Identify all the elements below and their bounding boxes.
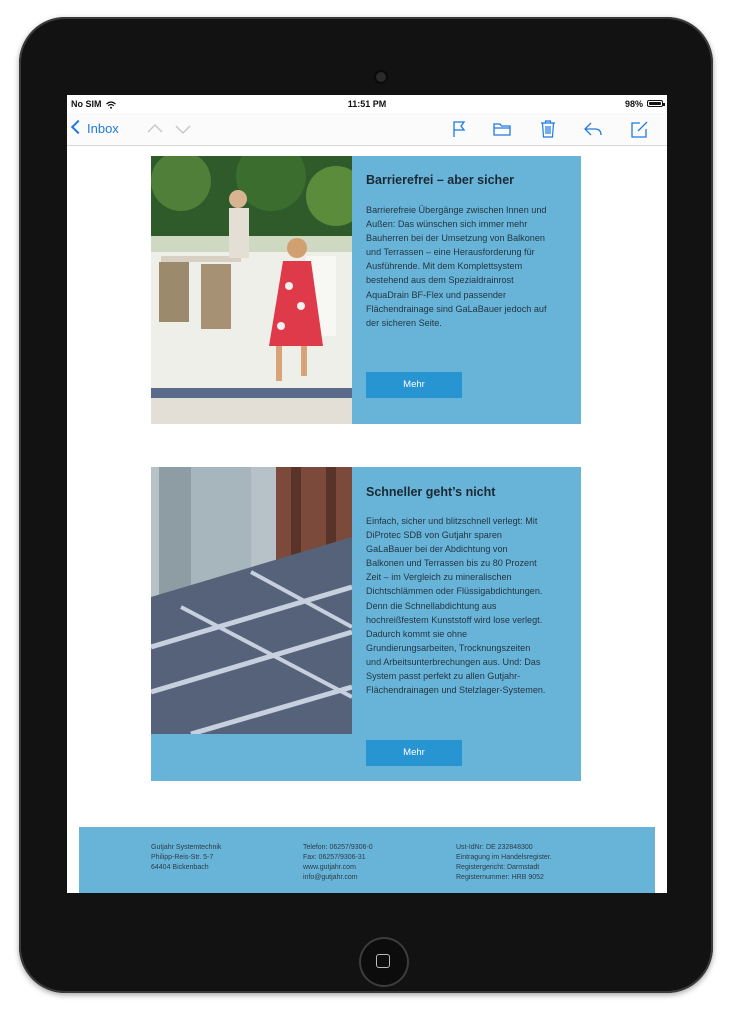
email-link[interactable]: info@gutjahr.com [303, 874, 358, 881]
compose-icon [630, 119, 650, 139]
article-text-line: Flächendrainage sind GaLaBauer jedoch auf [366, 303, 547, 314]
balcony-floor-photo [151, 467, 352, 734]
more-button[interactable]: Mehr [366, 372, 462, 398]
clock: 11:51 PM [347, 99, 387, 109]
trash-icon [538, 119, 558, 139]
email-content [79, 146, 655, 893]
email-footer [79, 827, 655, 893]
more-button[interactable]: Mehr [366, 740, 462, 766]
back-label: Inbox [87, 121, 119, 136]
article-text-line: Grundierungsarbeiten, Trocknungszeiten [366, 642, 531, 653]
back-chevron-icon [71, 120, 85, 134]
article-title: Schneller geht’s nicht [366, 485, 496, 499]
article-text-line: DiProtec SDB von Gutjahr sparen [366, 530, 502, 541]
article-text-line: hochreißfestem Kunststoff wird lose verlegt. [366, 614, 543, 625]
mail-toolbar [67, 113, 667, 146]
article-text [366, 514, 569, 697]
article-title: Barrierefrei – aber sicher [366, 173, 515, 187]
next-message-button[interactable] [173, 119, 193, 139]
battery-percent: 98% [624, 99, 643, 109]
article-text-line: AquaDrain BF-Flex und passender [366, 289, 507, 300]
flag-button[interactable] [449, 119, 469, 139]
article-text-line: und Terrassen – eine Herausforderung für [366, 247, 535, 258]
move-to-folder-button[interactable] [492, 119, 512, 139]
article-text-line: GaLaBauer bei der Abdichtung von [366, 544, 508, 555]
article-card-schneller [151, 467, 581, 781]
article-text-line: Zeit – im Vergleich zu mineralischen [366, 572, 512, 583]
footer-line: Registernummer: HRB 9052 [456, 874, 544, 881]
article-card-barrierefrei [151, 156, 581, 424]
back-to-inbox-button[interactable] [73, 121, 119, 136]
camera [376, 72, 386, 82]
article-text-line: Dichtschlämmen oder Flüssigabdichtungen. [366, 586, 543, 597]
article-text-line: und Arbeitsunterbrechungen aus. Und: Das [366, 656, 541, 667]
article-text-line: Einfach, sicher und blitzschnell verlegt: Mit [366, 516, 538, 526]
footer-line: Philipp-Reis-Str. 5-7 [151, 854, 214, 861]
footer-line: Gutjahr Systemtechnik [151, 844, 222, 851]
compose-button[interactable] [630, 119, 650, 139]
status-bar [67, 95, 667, 113]
up-chevron-icon [145, 119, 165, 139]
screen [67, 95, 667, 893]
folder-icon [492, 119, 512, 139]
carrier-label: No SIM [71, 99, 102, 109]
footer-contact [303, 843, 373, 883]
article-text-line: System passt perfekt zu allen Gutjahr- [366, 671, 521, 682]
footer-address [151, 843, 221, 873]
previous-message-button[interactable] [145, 119, 165, 139]
reply-button[interactable] [583, 119, 603, 139]
article-text-line: bestehend aus dem Spezialdrainrost [366, 275, 514, 286]
trash-button[interactable] [538, 119, 558, 139]
footer-legal [456, 843, 552, 883]
home-button-icon [376, 954, 390, 968]
article-text-line: Ausführende. Mit dem Komplettsystem [366, 261, 523, 272]
footer-line: Eintragung im Handelsregister. [456, 854, 552, 861]
terrace-photo [151, 156, 352, 424]
article-text-line: Flächendrainagen und Stelzlager-Systemen. [366, 685, 546, 696]
footer-line: Registergericht: Darmstadt [456, 864, 540, 871]
flag-icon [449, 119, 469, 139]
article-text-line: Denn die Schnellabdichtung aus [366, 600, 497, 611]
down-chevron-icon [173, 119, 193, 139]
article-text-line: der sicheren Seite. [366, 317, 442, 328]
reply-icon [583, 119, 603, 139]
article-text-line: Außen: Das wünschen sich immer mehr [366, 219, 528, 230]
article-text-line: Dadurch kommt sie ohne [366, 628, 468, 639]
battery-icon [647, 100, 663, 107]
article-text [366, 203, 569, 330]
footer-line: 64404 Bickenbach [151, 864, 209, 871]
article-text-line: Balkonen und Terrassen bis zu 80 Prozent [366, 558, 537, 569]
footer-line: Fax: 06257/9306-31 [303, 854, 366, 861]
article-text-line: Barrierefreie Übergänge zwischen Innen und [366, 205, 547, 215]
article-text-line: Bauherren bei der Umsetzung von Balkonen [366, 233, 545, 244]
website-link[interactable]: www.gutjahr.com [303, 864, 356, 871]
home-button[interactable] [359, 937, 409, 987]
footer-line: Telefon: 06257/9306-0 [303, 844, 373, 851]
footer-line: Ust-IdNr: DE 232848300 [456, 844, 533, 851]
